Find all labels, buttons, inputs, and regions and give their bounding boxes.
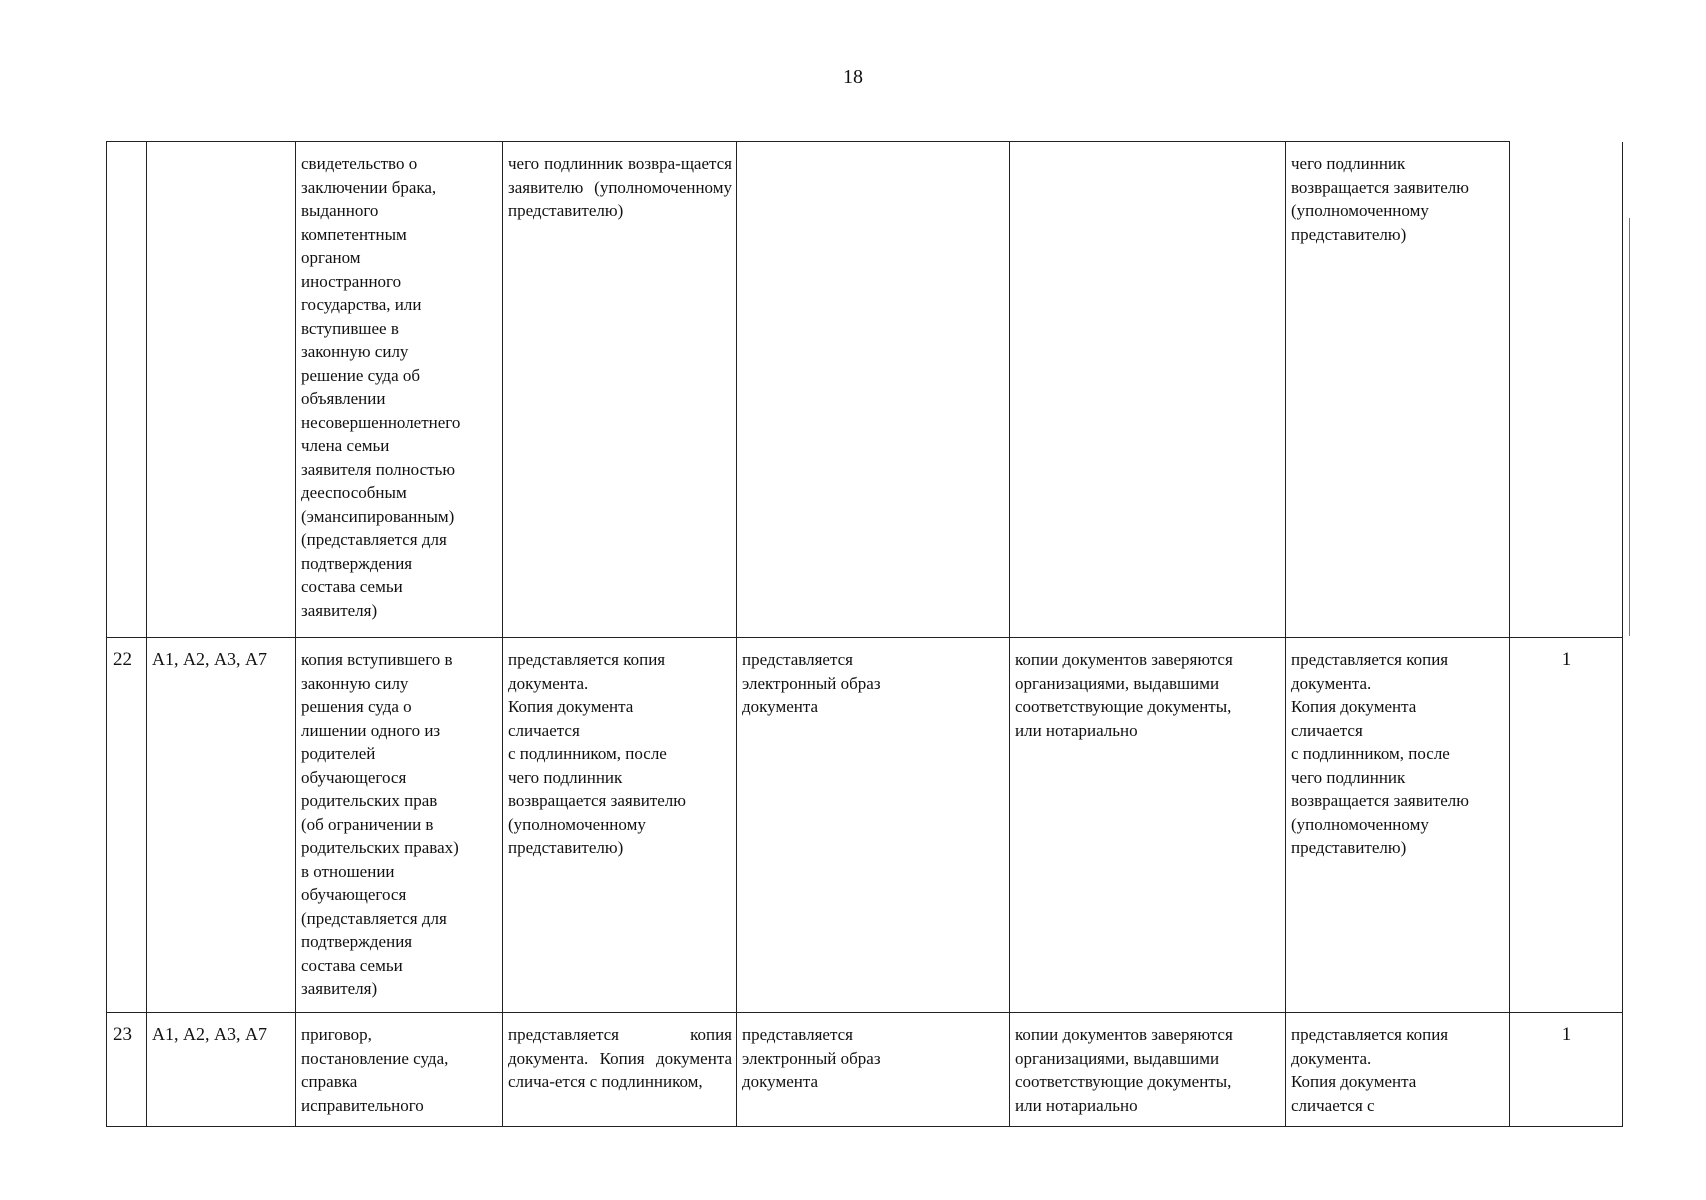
documents-table [106, 141, 1623, 1127]
quantity-cell: 1 [1510, 1013, 1623, 1127]
row-number-cell: 23 [107, 1013, 147, 1127]
electronic-submission-cell: представляется электронный образ документа [737, 638, 1010, 1013]
electronic-submission-cell: представляется электронный образ документа [737, 1013, 1010, 1127]
certification-requirements-cell: копии документов заверяются организациями, выдавшими соответствующие документы, или нотариально [1010, 638, 1286, 1013]
document-name-cell: приговор, постановление суда, справка исправительного [296, 1013, 503, 1127]
mfc-submission-cell: представляется копия документа. Копия документа сличается с [1286, 1013, 1510, 1127]
table-row [107, 638, 1623, 1013]
document-name-cell: копия вступившего в законную силу решения суда о лишении одного из родителей обучающегося родительских прав (об ограничении в родительских правах) в отношении обучающегося (представляется для подтверждения состава семьи заявителя) [296, 638, 503, 1013]
quantity-cell [1510, 142, 1623, 638]
applicant-category-cell: А1, А2, А3, А7 [147, 638, 296, 1013]
paper-submission-cell: чего подлинник возвра-щается заявителю (уполномоченному представителю) [503, 142, 737, 638]
table-row [107, 142, 1623, 638]
certification-requirements-cell: копии документов заверяются организациями, выдавшими соответствующие документы, или нотариально [1010, 1013, 1286, 1127]
row-number-cell: 22 [107, 638, 147, 1013]
document-name-cell: свидетельство о заключении брака, выданного компетентным органом иностранного государства, или вступившее в законную силу решение суда об объявлении несовершеннолетнего члена семьи заявителя полностью дееспособным (эмансипированным) (представляется для подтверждения состава семьи заявителя) [296, 142, 503, 638]
electronic-submission-cell [737, 142, 1010, 638]
mfc-submission-cell: представляется копия документа. Копия документа сличается с подлинником, после чего подлинник возвращается заявителю (уполномоченному представителю) [1286, 638, 1510, 1013]
quantity-cell: 1 [1510, 638, 1623, 1013]
applicant-category-cell [147, 142, 296, 638]
paper-submission-cell: представляется копия документа. Копия документа сличается с подлинником, после чего подлинник возвращается заявителю (уполномоченному представителю) [503, 638, 737, 1013]
page-number: 18 [843, 66, 863, 88]
row-number-cell [107, 142, 147, 638]
table-row [107, 1013, 1623, 1127]
applicant-category-cell: А1, А2, А3, А7 [147, 1013, 296, 1127]
mfc-submission-cell: чего подлинник возвращается заявителю (уполномоченному представителю) [1286, 142, 1510, 638]
certification-requirements-cell [1010, 142, 1286, 638]
scan-edge-line [1629, 218, 1630, 636]
paper-submission-cell: представляется копия документа. Копия документа слича-ется с подлинником, [503, 1013, 737, 1127]
